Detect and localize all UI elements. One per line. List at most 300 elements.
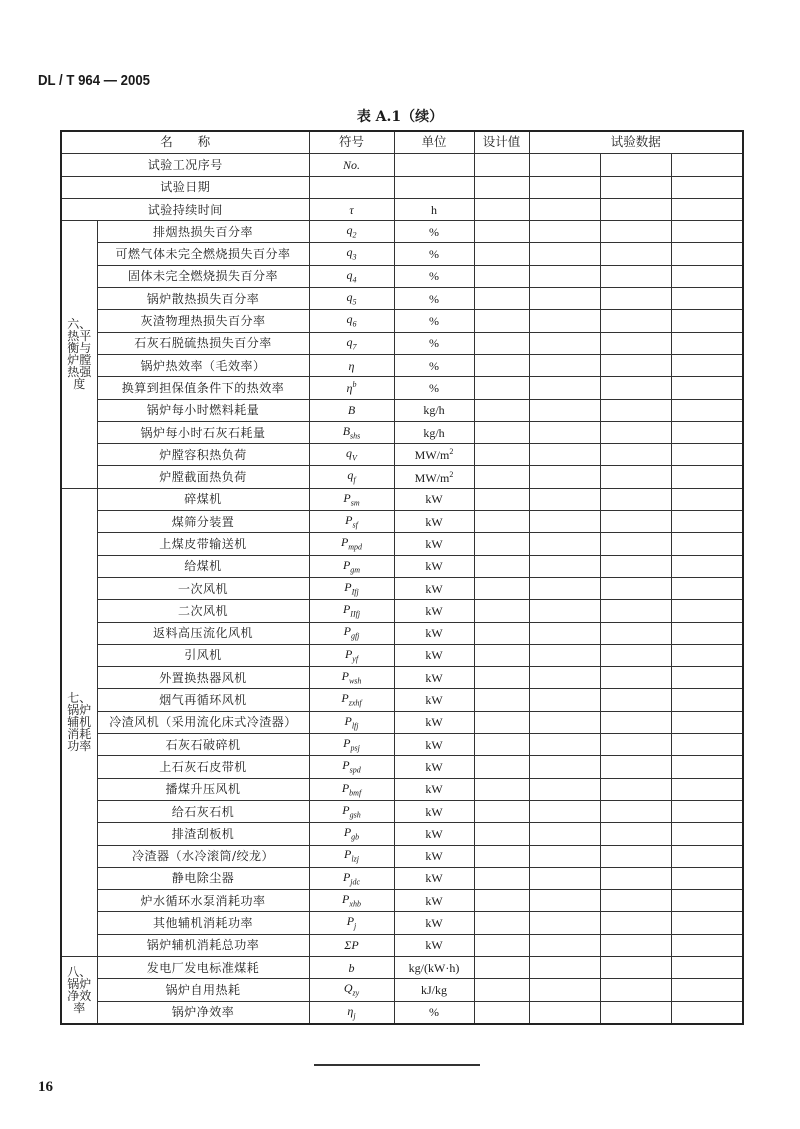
design-value-cell[interactable]	[474, 689, 529, 711]
table-row	[61, 488, 743, 510]
section-label: 六、热平衡与炉膛热强度	[61, 221, 97, 489]
symbol-cell	[309, 265, 394, 287]
test-data-cell-1[interactable]	[529, 644, 600, 666]
symbol-cell	[309, 756, 394, 778]
item-name: 冷渣器（水冷滚筒/绞龙）	[97, 845, 309, 867]
test-data-cell-3[interactable]	[671, 421, 743, 443]
symbol: P	[342, 892, 350, 907]
symbol: q	[346, 446, 353, 461]
test-data-cell-2[interactable]	[600, 867, 671, 889]
test-data-cell-1[interactable]	[529, 890, 600, 912]
unit-cell	[394, 466, 474, 488]
design-value-cell[interactable]	[474, 444, 529, 466]
design-value-cell[interactable]	[474, 867, 529, 889]
test-data-cell-2[interactable]	[600, 622, 671, 644]
table-row	[61, 934, 743, 956]
test-data-cell-1[interactable]	[529, 622, 600, 644]
item-name: 炉膛容积热负荷	[97, 444, 309, 466]
symbol: P	[343, 735, 351, 750]
test-data-cell-2[interactable]	[600, 488, 671, 510]
unit: kW	[425, 893, 443, 908]
unit: %	[429, 247, 439, 262]
unit-cell	[394, 444, 474, 466]
test-data-cell-3[interactable]	[671, 756, 743, 778]
design-value-cell[interactable]	[474, 399, 529, 421]
col-header-design-value: 设计值	[474, 131, 529, 154]
test-data-cell-3[interactable]	[671, 354, 743, 376]
item-name: 排渣刮板机	[97, 823, 309, 845]
test-data-cell-2[interactable]	[600, 533, 671, 555]
symbol-cell	[309, 845, 394, 867]
table-row	[61, 243, 743, 265]
symbol: q	[346, 312, 353, 327]
item-name: 冷渣风机（采用流化床式冷渣器）	[97, 711, 309, 733]
test-data-cell-2[interactable]	[600, 288, 671, 310]
table-row	[61, 711, 743, 733]
design-value-cell[interactable]	[474, 265, 529, 287]
unit-cell	[394, 511, 474, 533]
test-data-cell-1[interactable]	[529, 310, 600, 332]
symbol-subscript: bmf	[349, 787, 362, 797]
test-data-cell-1[interactable]	[529, 533, 600, 555]
test-data-cell-2[interactable]	[600, 845, 671, 867]
test-data-cell-1[interactable]	[529, 221, 600, 243]
item-name: 发电厂发电标准煤耗	[97, 956, 309, 978]
symbol: P	[342, 557, 351, 572]
test-data-cell-1[interactable]	[529, 198, 600, 220]
unit-cell	[394, 555, 474, 577]
test-data-cell-3[interactable]	[671, 823, 743, 845]
table-row	[61, 979, 743, 1001]
table-row	[61, 288, 743, 310]
test-data-cell-2[interactable]	[600, 377, 671, 399]
design-value-cell[interactable]	[474, 221, 529, 243]
table-row	[61, 198, 743, 220]
unit-cell	[394, 154, 474, 176]
symbol: q	[346, 334, 353, 349]
design-value-cell[interactable]	[474, 644, 529, 666]
symbol-cell	[309, 867, 394, 889]
test-data-cell-3[interactable]	[671, 711, 743, 733]
test-data-cell-2[interactable]	[600, 154, 671, 176]
test-data-cell-1[interactable]	[529, 667, 600, 689]
symbol-cell	[309, 221, 394, 243]
design-value-cell[interactable]	[474, 800, 529, 822]
design-value-cell[interactable]	[474, 577, 529, 599]
symbol: P	[344, 646, 353, 661]
test-data-cell-3[interactable]	[671, 444, 743, 466]
test-data-cell-2[interactable]	[600, 332, 671, 354]
symbol-cell	[309, 778, 394, 800]
test-data-cell-1[interactable]	[529, 377, 600, 399]
test-data-cell-2[interactable]	[600, 912, 671, 934]
unit: kW	[425, 916, 443, 931]
design-value-cell[interactable]	[474, 377, 529, 399]
unit: kW	[425, 804, 443, 819]
design-value-cell[interactable]	[474, 555, 529, 577]
symbol-subscript: shs	[350, 431, 361, 441]
test-data-cell-3[interactable]	[671, 956, 743, 978]
symbol-cell	[309, 198, 394, 220]
symbol-cell	[309, 644, 394, 666]
symbol: τ	[349, 202, 354, 217]
unit: %	[429, 1005, 439, 1020]
test-data-cell-3[interactable]	[671, 332, 743, 354]
symbol-cell	[309, 555, 394, 577]
test-data-cell-3[interactable]	[671, 377, 743, 399]
design-value-cell[interactable]	[474, 756, 529, 778]
symbol-subscript: gsh	[349, 810, 361, 820]
unit: kW	[425, 938, 443, 953]
symbol: q	[346, 290, 353, 305]
unit-cell	[394, 332, 474, 354]
design-value-cell[interactable]	[474, 176, 529, 198]
design-value-cell[interactable]	[474, 734, 529, 756]
table-row	[61, 689, 743, 711]
test-data-cell-2[interactable]	[600, 934, 671, 956]
test-data-cell-1[interactable]	[529, 288, 600, 310]
test-data-cell-3[interactable]	[671, 912, 743, 934]
test-data-cell-3[interactable]	[671, 934, 743, 956]
test-data-cell-3[interactable]	[671, 778, 743, 800]
unit: kW	[425, 782, 443, 797]
test-data-cell-3[interactable]	[671, 890, 743, 912]
test-data-cell-1[interactable]	[529, 399, 600, 421]
test-data-cell-2[interactable]	[600, 979, 671, 1001]
table-row	[61, 466, 743, 488]
test-data-cell-1[interactable]	[529, 154, 600, 176]
unit-cell	[394, 845, 474, 867]
test-data-cell-2[interactable]	[600, 466, 671, 488]
design-value-cell[interactable]	[474, 622, 529, 644]
symbol: P	[342, 869, 351, 884]
test-data-cell-1[interactable]	[529, 823, 600, 845]
test-data-cell-3[interactable]	[671, 511, 743, 533]
design-value-cell[interactable]	[474, 288, 529, 310]
test-data-cell-3[interactable]	[671, 800, 743, 822]
design-value-cell[interactable]	[474, 890, 529, 912]
unit-cell	[394, 265, 474, 287]
test-data-cell-2[interactable]	[600, 176, 671, 198]
design-value-cell[interactable]	[474, 711, 529, 733]
design-value-cell[interactable]	[474, 667, 529, 689]
design-value-cell[interactable]	[474, 243, 529, 265]
unit-cell	[394, 689, 474, 711]
design-value-cell[interactable]	[474, 823, 529, 845]
symbol-subscript: gm	[350, 564, 361, 574]
symbol-cell	[309, 332, 394, 354]
test-data-cell-2[interactable]	[600, 243, 671, 265]
test-data-cell-1[interactable]	[529, 265, 600, 287]
symbol: P	[342, 602, 351, 617]
table-row	[61, 354, 743, 376]
symbol: P	[342, 802, 350, 817]
test-data-cell-1[interactable]	[529, 800, 600, 822]
test-data-cell-3[interactable]	[671, 979, 743, 1001]
symbol: η	[346, 381, 353, 396]
item-name: 静电除尘器	[97, 867, 309, 889]
test-data-cell-2[interactable]	[600, 354, 671, 376]
symbol-cell	[309, 310, 394, 332]
design-value-cell[interactable]	[474, 845, 529, 867]
symbol: b	[348, 960, 355, 975]
unit: kg/h	[423, 403, 445, 418]
test-data-cell-3[interactable]	[671, 867, 743, 889]
symbol: P	[343, 490, 351, 505]
test-data-cell-2[interactable]	[600, 644, 671, 666]
test-data-cell-2[interactable]	[600, 1001, 671, 1024]
test-data-cell-2[interactable]	[600, 756, 671, 778]
table-row	[61, 912, 743, 934]
symbol: P	[342, 758, 350, 773]
symbol: P	[344, 847, 352, 862]
test-data-cell-1[interactable]	[529, 600, 600, 622]
test-data-cell-1[interactable]	[529, 912, 600, 934]
unit-cell	[394, 622, 474, 644]
col-header-symbol: 符号	[309, 131, 394, 154]
test-data-cell-1[interactable]	[529, 332, 600, 354]
test-data-cell-3[interactable]	[671, 310, 743, 332]
test-data-cell-2[interactable]	[600, 555, 671, 577]
design-value-cell[interactable]	[474, 511, 529, 533]
item-name: 给石灰石机	[97, 800, 309, 822]
test-data-cell-1[interactable]	[529, 354, 600, 376]
test-data-cell-1[interactable]	[529, 466, 600, 488]
test-data-cell-2[interactable]	[600, 600, 671, 622]
test-data-cell-1[interactable]	[529, 555, 600, 577]
symbol: P	[344, 713, 352, 728]
design-value-cell[interactable]	[474, 979, 529, 1001]
item-name: 换算到担保值条件下的热效率	[97, 377, 309, 399]
symbol-cell	[309, 399, 394, 421]
test-data-cell-2[interactable]	[600, 399, 671, 421]
test-data-cell-3[interactable]	[671, 176, 743, 198]
test-data-cell-2[interactable]	[600, 778, 671, 800]
unit: kW	[425, 849, 443, 864]
symbol-subscript: yf	[352, 654, 359, 664]
table-row	[61, 823, 743, 845]
unit: kW	[425, 626, 443, 641]
test-data-cell-3[interactable]	[671, 154, 743, 176]
unit-cell	[394, 956, 474, 978]
test-data-cell-1[interactable]	[529, 956, 600, 978]
table-row	[61, 1001, 743, 1024]
unit-cell	[394, 310, 474, 332]
test-data-cell-2[interactable]	[600, 689, 671, 711]
unit-cell	[394, 198, 474, 220]
test-data-cell-3[interactable]	[671, 288, 743, 310]
item-name: 锅炉净效率	[97, 1001, 309, 1024]
test-data-cell-2[interactable]	[600, 823, 671, 845]
symbol-cell	[309, 466, 394, 488]
design-value-cell[interactable]	[474, 354, 529, 376]
unit-cell	[394, 934, 474, 956]
unit-cell	[394, 711, 474, 733]
symbol-subscript: j	[353, 1010, 356, 1020]
item-name: 可燃气体未完全燃烧损失百分率	[97, 243, 309, 265]
design-value-cell[interactable]	[474, 1001, 529, 1024]
symbol: P	[343, 825, 352, 840]
symbol: P	[340, 535, 349, 550]
test-data-cell-1[interactable]	[529, 689, 600, 711]
design-value-cell[interactable]	[474, 956, 529, 978]
symbol-subscript: 5	[352, 297, 357, 307]
design-value-cell[interactable]	[474, 533, 529, 555]
item-name: 石灰石脱硫热损失百分率	[97, 332, 309, 354]
design-value-cell[interactable]	[474, 912, 529, 934]
table-header-row	[61, 131, 743, 154]
document-code: DL / T 964 — 2005	[38, 72, 151, 89]
col-header-name: 名 称	[61, 131, 309, 154]
test-data-cell-1[interactable]	[529, 444, 600, 466]
table-row	[61, 577, 743, 599]
item-name: 碎煤机	[97, 488, 309, 510]
item-name: 烟气再循环风机	[97, 689, 309, 711]
unit-cell	[394, 756, 474, 778]
table-row	[61, 154, 743, 176]
table-row	[61, 555, 743, 577]
design-value-cell[interactable]	[474, 421, 529, 443]
design-value-cell[interactable]	[474, 600, 529, 622]
item-name: 上煤皮带输送机	[97, 533, 309, 555]
table-row	[61, 377, 743, 399]
test-data-cell-1[interactable]	[529, 421, 600, 443]
test-data-cell-2[interactable]	[600, 221, 671, 243]
unit-cell	[394, 734, 474, 756]
item-name: 引风机	[97, 644, 309, 666]
table-row	[61, 310, 743, 332]
symbol-cell	[309, 600, 394, 622]
unit-cell	[394, 644, 474, 666]
symbol-subscript: lzj	[351, 854, 359, 864]
symbol-subscript: gb	[351, 832, 360, 842]
test-data-cell-1[interactable]	[529, 734, 600, 756]
table-row	[61, 265, 743, 287]
test-data-cell-3[interactable]	[671, 689, 743, 711]
table-row	[61, 421, 743, 443]
test-data-cell-3[interactable]	[671, 243, 743, 265]
test-data-cell-2[interactable]	[600, 734, 671, 756]
test-data-cell-2[interactable]	[600, 421, 671, 443]
item-name: 排烟热损失百分率	[97, 221, 309, 243]
test-data-cell-2[interactable]	[600, 577, 671, 599]
unit-cell	[394, 912, 474, 934]
symbol-subscript: 4	[352, 275, 357, 285]
unit-cell	[394, 823, 474, 845]
design-value-cell[interactable]	[474, 154, 529, 176]
unit-cell	[394, 890, 474, 912]
test-data-cell-3[interactable]	[671, 466, 743, 488]
symbol: Q	[343, 981, 353, 996]
item-name: 播煤升压风机	[97, 778, 309, 800]
table-title: 表 A.1（续）	[356, 109, 444, 125]
symbol-cell	[309, 689, 394, 711]
test-data-cell-2[interactable]	[600, 511, 671, 533]
design-value-cell[interactable]	[474, 198, 529, 220]
unit: kg/h	[423, 425, 445, 440]
unit-cell	[394, 488, 474, 510]
test-data-cell-3[interactable]	[671, 399, 743, 421]
table-row	[61, 600, 743, 622]
test-data-cell-3[interactable]	[671, 577, 743, 599]
test-data-cell-3[interactable]	[671, 221, 743, 243]
test-data-cell-1[interactable]	[529, 845, 600, 867]
test-data-cell-3[interactable]	[671, 644, 743, 666]
symbol: P	[346, 914, 355, 929]
symbol-cell	[309, 734, 394, 756]
test-data-cell-2[interactable]	[600, 310, 671, 332]
test-data-cell-1[interactable]	[529, 979, 600, 1001]
symbol-subscript: 2	[352, 230, 357, 240]
test-data-cell-1[interactable]	[529, 176, 600, 198]
test-data-cell-3[interactable]	[671, 667, 743, 689]
symbol-subscript: Ifj	[351, 587, 359, 597]
test-data-cell-1[interactable]	[529, 867, 600, 889]
symbol-subscript: 6	[352, 319, 357, 329]
test-data-cell-1[interactable]	[529, 1001, 600, 1024]
symbol-subscript: mpd	[348, 542, 363, 552]
symbol-cell	[309, 488, 394, 510]
test-data-cell-3[interactable]	[671, 600, 743, 622]
test-data-cell-3[interactable]	[671, 845, 743, 867]
test-data-cell-1[interactable]	[529, 488, 600, 510]
design-value-cell[interactable]	[474, 488, 529, 510]
test-data-cell-2[interactable]	[600, 667, 671, 689]
test-data-cell-1[interactable]	[529, 934, 600, 956]
unit: kJ/kg	[420, 982, 447, 997]
design-value-cell[interactable]	[474, 310, 529, 332]
test-data-cell-2[interactable]	[600, 711, 671, 733]
test-data-cell-3[interactable]	[671, 734, 743, 756]
item-name: 外置换热器风机	[97, 667, 309, 689]
unit: %	[429, 380, 439, 395]
test-data-cell-2[interactable]	[600, 265, 671, 287]
test-data-cell-1[interactable]	[529, 711, 600, 733]
test-data-cell-2[interactable]	[600, 890, 671, 912]
design-value-cell[interactable]	[474, 778, 529, 800]
test-data-cell-3[interactable]	[671, 533, 743, 555]
design-value-cell[interactable]	[474, 934, 529, 956]
test-data-cell-3[interactable]	[671, 488, 743, 510]
test-data-cell-3[interactable]	[671, 555, 743, 577]
test-data-cell-3[interactable]	[671, 265, 743, 287]
symbol: B	[347, 403, 356, 418]
design-value-cell[interactable]	[474, 332, 529, 354]
table-row	[61, 778, 743, 800]
design-value-cell[interactable]	[474, 466, 529, 488]
test-data-cell-3[interactable]	[671, 198, 743, 220]
test-data-cell-2[interactable]	[600, 956, 671, 978]
table-row	[61, 644, 743, 666]
table-row	[61, 221, 743, 243]
item-name: 试验持续时间	[61, 198, 309, 220]
test-data-cell-2[interactable]	[600, 800, 671, 822]
symbol-cell	[309, 711, 394, 733]
test-data-cell-1[interactable]	[529, 778, 600, 800]
unit: kW	[425, 715, 443, 730]
test-data-cell-3[interactable]	[671, 1001, 743, 1024]
test-data-cell-2[interactable]	[600, 198, 671, 220]
test-data-cell-1[interactable]	[529, 511, 600, 533]
symbol-superscript: b	[352, 380, 357, 390]
test-data-cell-1[interactable]	[529, 243, 600, 265]
test-data-cell-2[interactable]	[600, 444, 671, 466]
test-data-cell-3[interactable]	[671, 622, 743, 644]
symbol-cell	[309, 979, 394, 1001]
test-data-table	[60, 130, 744, 1025]
test-data-cell-1[interactable]	[529, 577, 600, 599]
test-data-cell-1[interactable]	[529, 756, 600, 778]
